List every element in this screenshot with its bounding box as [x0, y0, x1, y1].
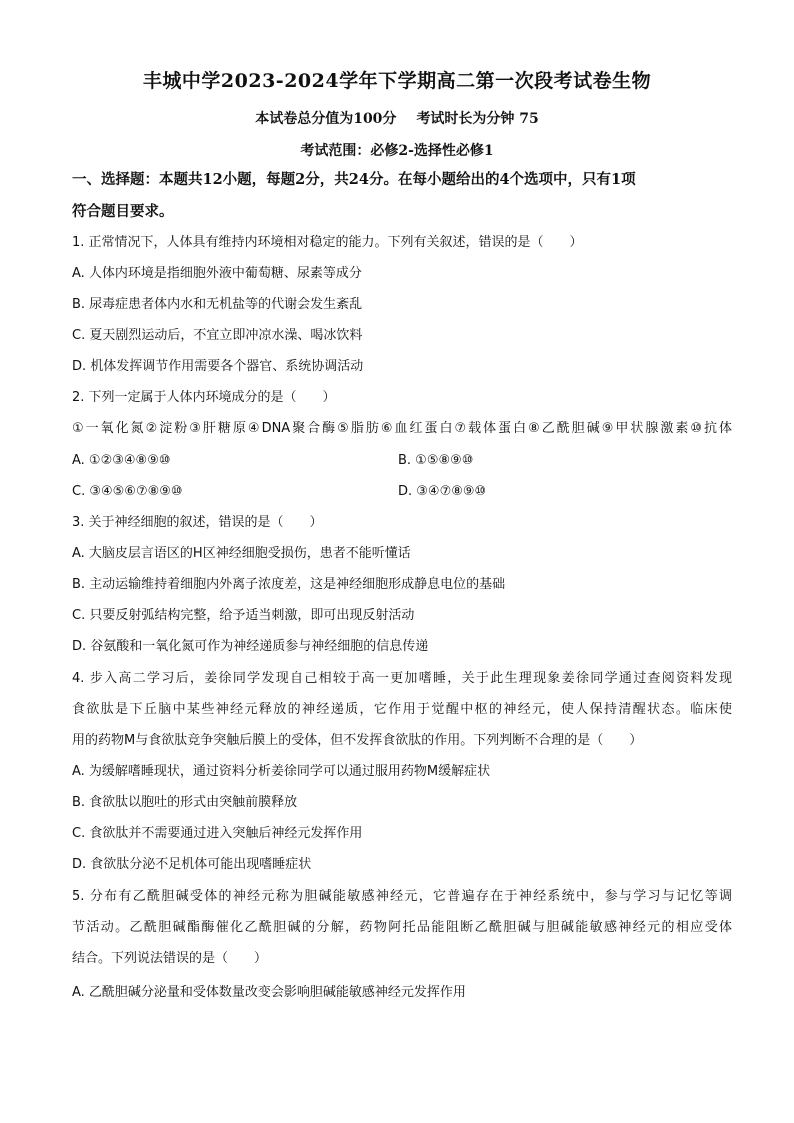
- question-1-option-c: C. 夏天剧烈运动后，不宜立即冲凉水澡、喝冰饮料: [72, 328, 363, 343]
- question-1-stem: 1. 正常情况下，人体具有维持内环境相对稳定的能力。下列有关叙述，错误的是（ ）: [72, 235, 583, 250]
- question-3-stem: 3. 关于神经细胞的叙述，错误的是（ ）: [72, 515, 323, 530]
- question-4-option-a: A. 为缓解嗜睡现状，通过资料分析姜徐同学可以通过服用药物M缓解症状: [72, 764, 491, 779]
- question-2-option-b: B. ①⑤⑧⑨⑩: [398, 453, 474, 468]
- question-5-stem-line-1: 5. 分布有乙酰胆碱受体的神经元称为胆碱能敏感神经元，它普遍存在于神经系统中，参与学习与记忆等调: [72, 889, 732, 904]
- question-2-option-a: A. ①②③④⑧⑨⑩: [72, 453, 171, 468]
- question-2-option-d: D. ③④⑦⑧⑨⑩: [398, 484, 487, 499]
- exam-title: 丰城中学2023-2024学年下学期高二第一次段考试卷生物: [142, 70, 652, 92]
- question-4-option-d: D. 食欲肽分泌不足机体可能出现嗜睡症状: [72, 857, 312, 872]
- exam-scope: 考试范围：必修2-选择性必修1: [300, 143, 494, 159]
- section-heading-line-1: 一、选择题：本题共12小题，每题2分，共24分。在每小题给出的4个选项中，只有1项: [72, 171, 636, 188]
- question-5-stem-line-2: 节活动。乙酰胆碱酯酶催化乙酰胆碱的分解，药物阿托品能阻断乙酰胆碱与胆碱能敏感神经元的相应受体: [72, 920, 732, 935]
- question-3-option-d: D. 谷氨酸和一氧化氮可作为神经递质参与神经细胞的信息传递: [72, 639, 429, 654]
- question-4-option-c: C. 食欲肽并不需要通过进入突触后神经元发挥作用: [72, 826, 363, 841]
- question-4-stem-line-2: 食欲肽是下丘脑中某些神经元释放的神经递质，它作用于觉醒中枢的神经元，使人保持清醒状态。临床使: [72, 702, 732, 717]
- question-3-option-b: B. 主动运输维持着细胞内外离子浓度差，这是神经细胞形成静息电位的基础: [72, 577, 506, 592]
- question-2-option-c: C. ③④⑤⑥⑦⑧⑨⑩: [72, 484, 183, 499]
- question-1-option-b: B. 尿毒症患者体内水和无机盐等的代谢会发生紊乱: [72, 297, 363, 312]
- section-heading-line-2: 符合题目要求。: [72, 203, 174, 220]
- question-3-option-a: A. 大脑皮层言语区的H区神经细胞受损伤，患者不能听懂话: [72, 546, 411, 561]
- question-4-option-b: B. 食欲肽以胞吐的形式由突触前膜释放: [72, 795, 298, 810]
- question-2-items: ①一氧化氮②淀粉③肝糖原④DNA聚合酶⑤脂肪⑥血红蛋白⑦载体蛋白⑧乙酰胆碱⑨甲状腺激素⑩抗体: [72, 421, 732, 436]
- question-1-option-d: D. 机体发挥调节作用需要各个器官、系统协调活动: [72, 359, 364, 374]
- exam-info: [0, 108, 794, 128]
- question-3-option-c: C. 只要反射弧结构完整，给予适当刺激，即可出现反射活动: [72, 608, 415, 623]
- question-5-option-a: A. 乙酰胆碱分泌量和受体数量改变会影响胆碱能敏感神经元发挥作用: [72, 985, 466, 1000]
- question-4-stem-line-1: 4. 步入高二学习后，姜徐同学发现自己相较于高一更加嗜睡，关于此生理现象姜徐同学通过查阅资料发现: [72, 671, 732, 686]
- question-4-stem-line-3: 用的药物M与食欲肽竞争突触后膜上的受体，但不发挥食欲肽的作用。下列判断不合理的是（ ）: [72, 733, 643, 748]
- question-5-stem-line-3: 结合。下列说法错误的是（ ）: [72, 951, 268, 966]
- question-2-stem: 2. 下列一定属于人体内环境成分的是（ ）: [72, 390, 336, 405]
- exam-duration-info: 考试时长为分钟 75: [416, 111, 539, 127]
- question-1-option-a: A. 人体内环境是指细胞外液中葡萄糖、尿素等成分: [72, 266, 362, 281]
- total-score-info: 本试卷总分值为100分: [255, 111, 397, 127]
